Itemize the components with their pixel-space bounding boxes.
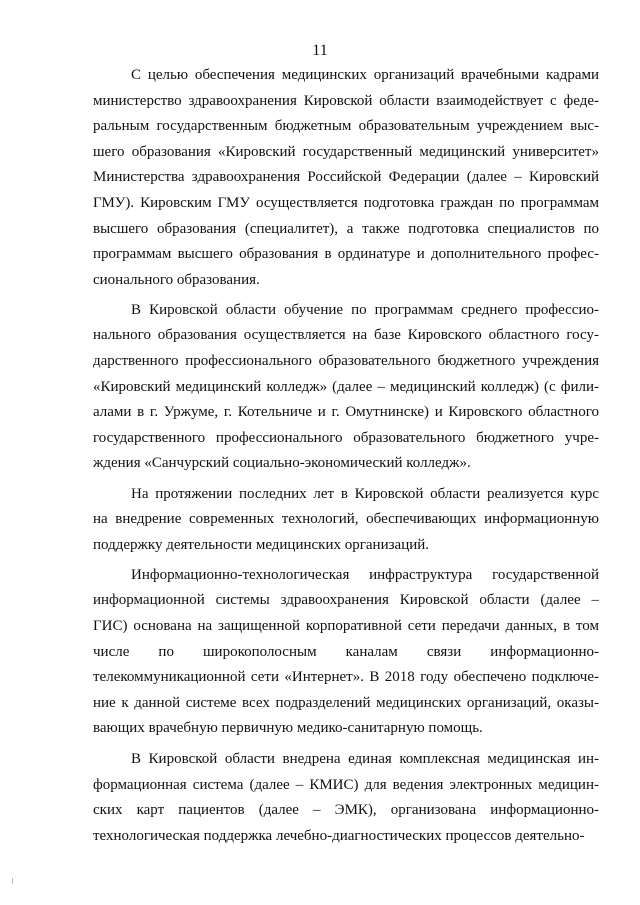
text-line: дарственного профессионального образовательного бюджетного учреждения bbox=[93, 353, 599, 370]
text-line: С целью обеспечения медицинских организаций врачебными кадрами bbox=[131, 67, 599, 83]
text-line: ждения «Санчурский социально-экономический колледж». bbox=[93, 455, 471, 472]
text-line: Министерства здравоохранения Российской Федерации (далее – Кировский bbox=[93, 169, 599, 186]
text-line: В Кировской области обучение по программам среднего профессио- bbox=[131, 301, 599, 318]
document-body bbox=[93, 63, 599, 849]
text-line: ральным государственным бюджетным образовательным учреждением выс- bbox=[93, 118, 599, 135]
text-line: числе по широкополосным каналам связи информационно- bbox=[93, 643, 599, 660]
paragraph bbox=[93, 747, 599, 849]
paragraph bbox=[93, 482, 599, 559]
text-line: информационной системы здравоохранения Кировской области (далее – bbox=[93, 592, 599, 609]
text-line: высшего образования (специалитет), а также подготовка специалистов по bbox=[93, 220, 599, 237]
text-line: ских карт пациентов (далее – ЭМК), организована информационно- bbox=[93, 802, 599, 819]
text-line: поддержку деятельности медицинских организаций. bbox=[93, 536, 430, 553]
text-line: государственного профессионального образовательного бюджетного учре- bbox=[93, 429, 599, 446]
text-line: телекоммуникационной сети «Интернет». В 2018 году обеспечено подключе- bbox=[93, 669, 599, 686]
text-line: шего образования «Кировский государственный медицинский университет» bbox=[93, 143, 599, 160]
text-line: сионального образования. bbox=[93, 271, 260, 288]
text-line: алами в г. Уржуме, г. Котельниче и г. Омутнинске) и Кировского областного bbox=[93, 404, 599, 421]
page-number: 11 bbox=[312, 42, 328, 59]
paragraph bbox=[93, 563, 599, 742]
text-line: На протяжении последних лет в Кировской области реализуется курс bbox=[131, 485, 599, 502]
text-line: на внедрение современных технологий, обеспечивающих информационную bbox=[93, 511, 599, 528]
text-line: В Кировской области внедрена единая комплексная медицинская ин- bbox=[131, 750, 599, 767]
paragraph bbox=[93, 63, 599, 293]
scan-mark bbox=[12, 878, 13, 884]
text-line: «Кировский медицинский колледж» (далее – медицинский колледж) (с фили- bbox=[93, 378, 599, 395]
text-line: ГМУ). Кировским ГМУ осуществляется подготовка граждан по программам bbox=[93, 194, 599, 211]
text-line: ГИС) основана на защищенной корпоративной сети передачи данных, в том bbox=[93, 617, 599, 634]
text-line: Информационно-технологическая инфраструктура государственной bbox=[131, 566, 599, 583]
text-line: министерство здравоохранения Кировской области взаимодействует с феде- bbox=[93, 92, 599, 109]
text-line: технологическая поддержка лечебно-диагностических процессов деятельно- bbox=[93, 827, 585, 844]
paragraph bbox=[93, 298, 599, 477]
text-line: формационная система (далее – КМИС) для ведения электронных медицин- bbox=[93, 776, 599, 793]
text-line: нального образования осуществляется на базе Кировского областного госу- bbox=[93, 327, 599, 344]
text-line: программам высшего образования в ординатуре и дополнительного профес- bbox=[93, 246, 599, 263]
text-line: ние к данной системе всех подразделений медицинских организаций, оказы- bbox=[93, 694, 599, 711]
text-line: вающих врачебную первичную медико-санитарную помощь. bbox=[93, 720, 483, 737]
